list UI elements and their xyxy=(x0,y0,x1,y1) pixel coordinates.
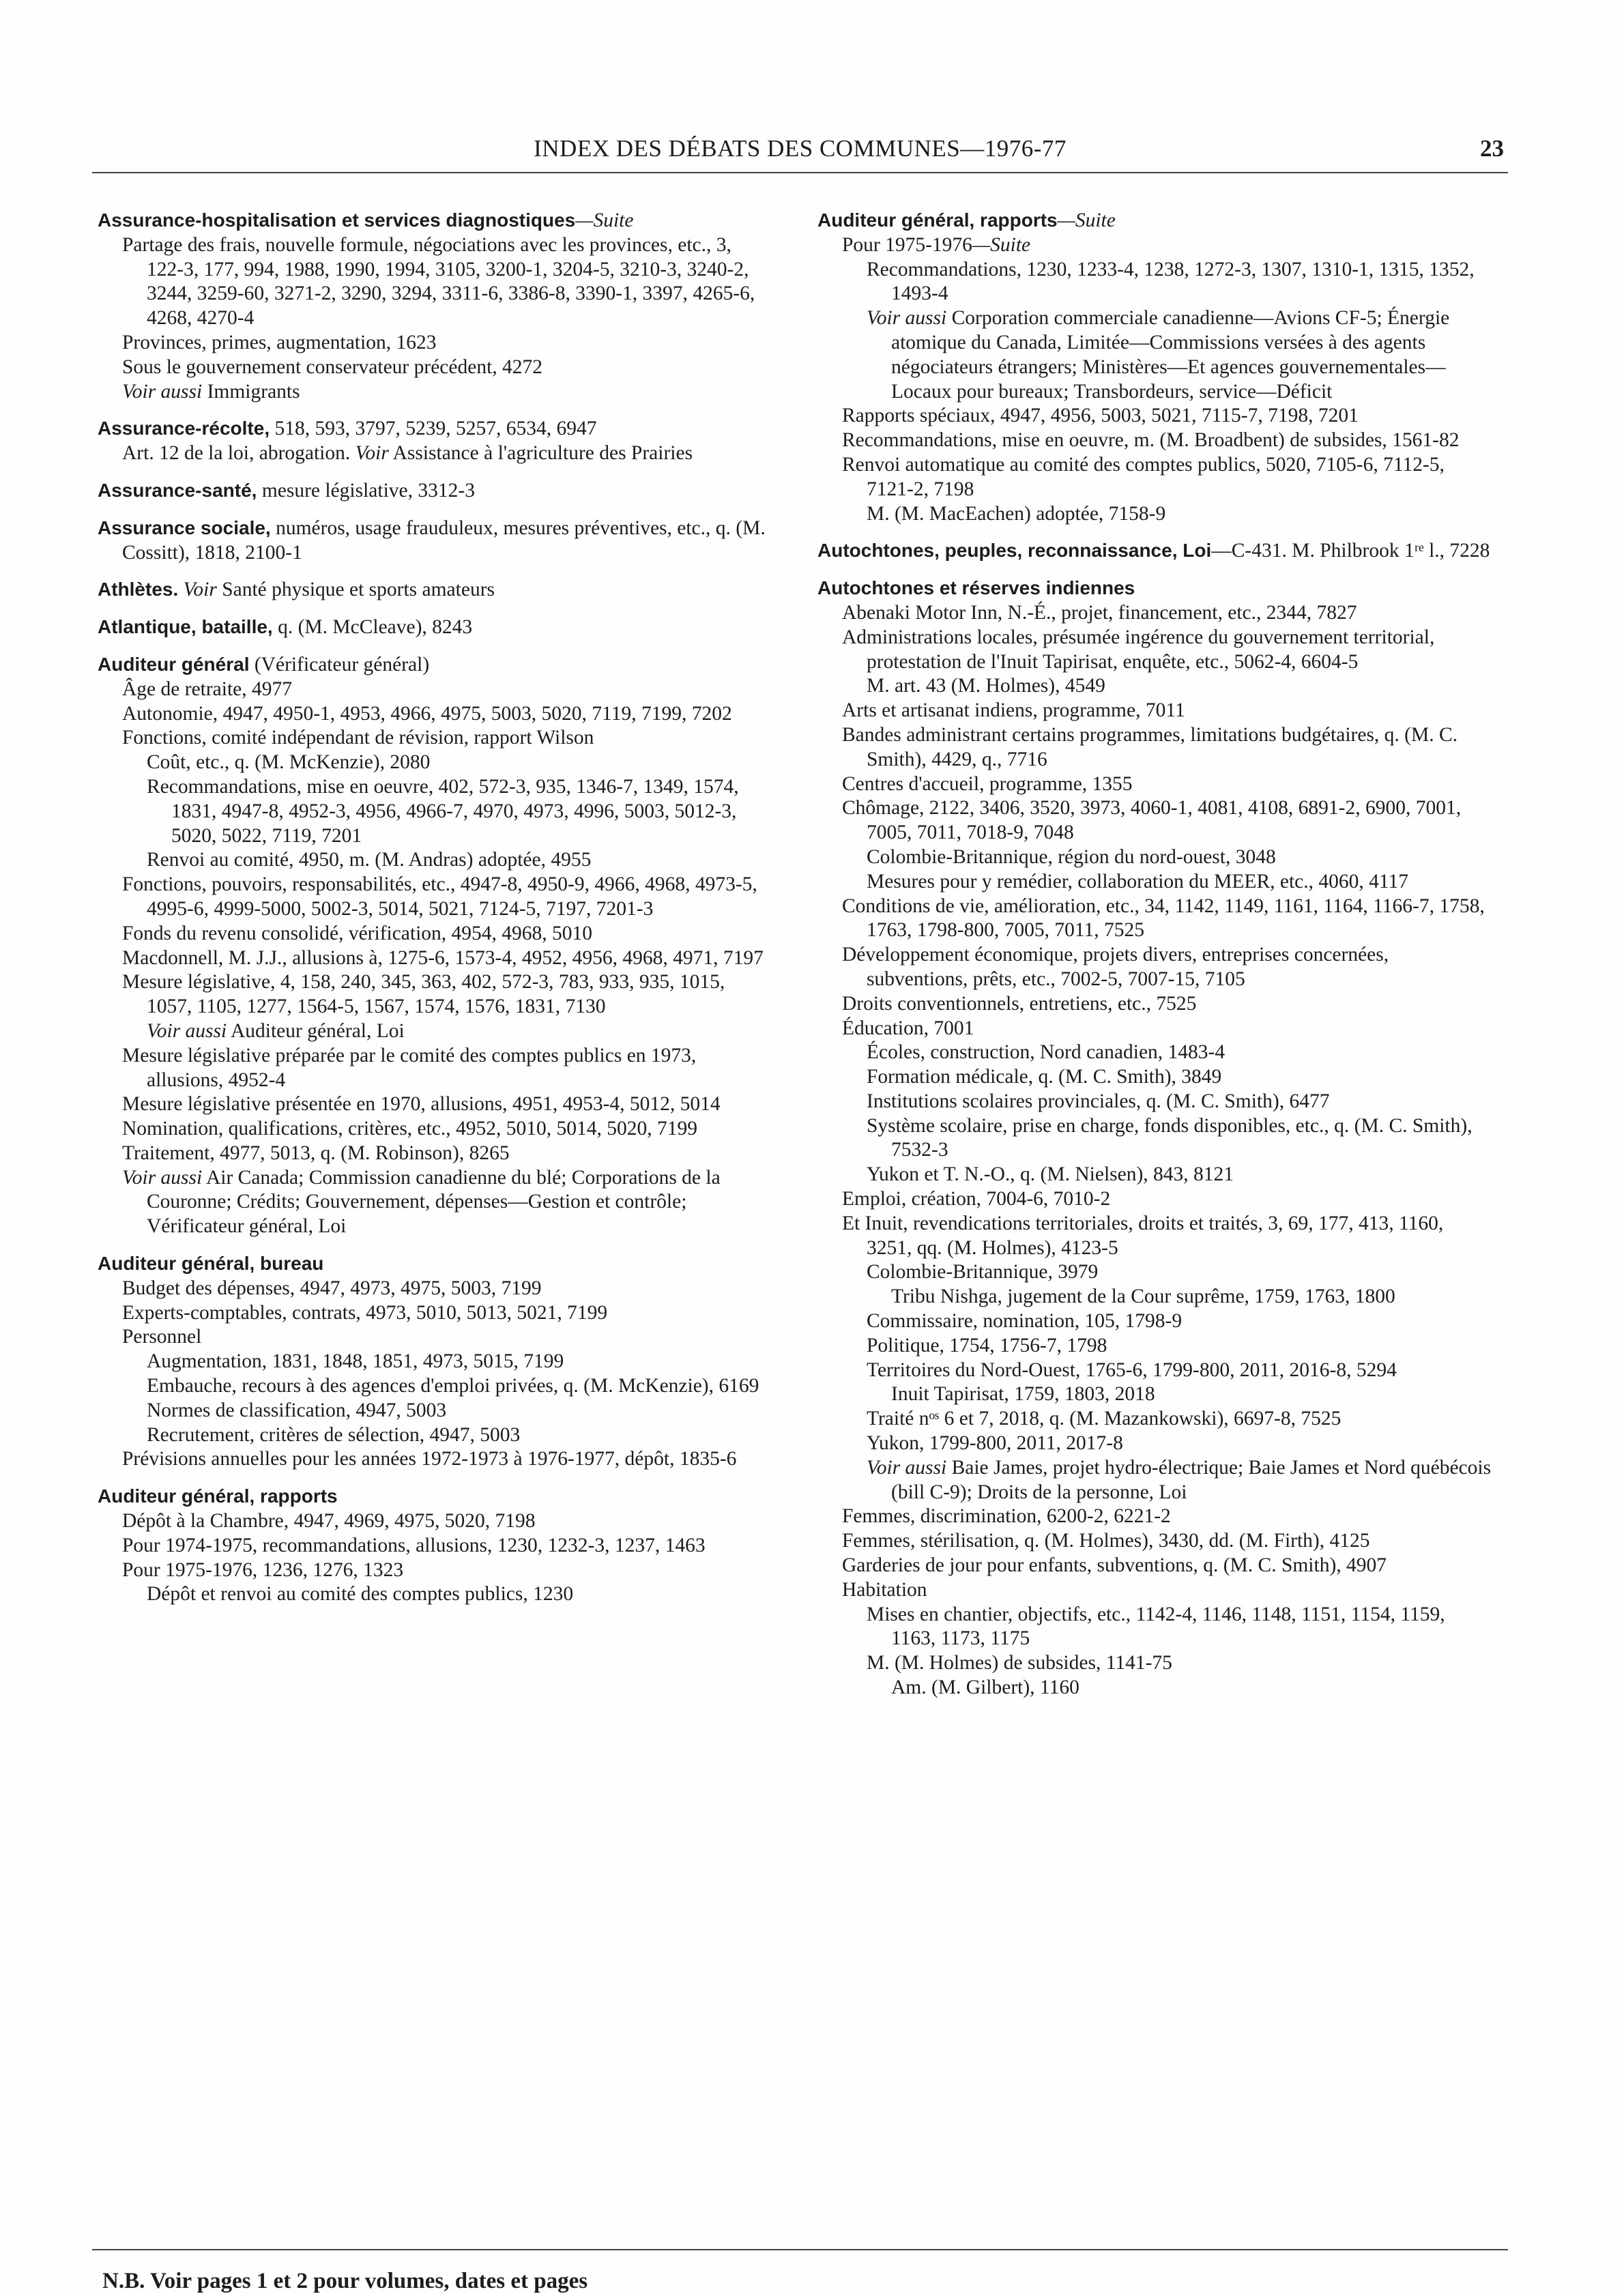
footer-rule xyxy=(92,2249,1508,2250)
entry-text: Nomination, qualifications, critères, etc., 4952, 5010, 5014, 5020, 7199 xyxy=(122,1118,698,1140)
entry-text: Colombie-Britannique, région du nord-ouest, 3048 xyxy=(867,845,1276,868)
entry-heading: Assurance-santé, xyxy=(98,479,257,501)
index-subentry xyxy=(122,441,773,466)
entry-heading: Auditeur général, rapports xyxy=(98,1485,338,1507)
entry-text: Corporation commerciale canadienne—Avions CF-5; Énergie atomique du Canada, Limitée—Commissions versées à des agents négociateurs étrangers; Ministères—Et agences gouvernementales—Locaux pour bureaux; Transbordeurs, service—Déficit xyxy=(891,307,1450,403)
entry-italic: Voir xyxy=(178,579,217,601)
index-subentry xyxy=(891,1676,1493,1700)
entry-text: Administrations locales, présumée ingérence du gouvernement territorial, protestation de l'Inuit Tapirisat, enquête, etc., 5062-4, 6604-5 xyxy=(842,626,1435,673)
entry-text: Colombie-Britannique, 3979 xyxy=(867,1261,1099,1283)
entry-heading: Auditeur général xyxy=(98,653,250,675)
entry-italic: Voir aussi xyxy=(867,1456,947,1479)
entry-text: Recommandations, 1230, 1233-4, 1238, 1272-3, 1307, 1310-1, 1315, 1352, 1493-4 xyxy=(867,258,1475,305)
entry-text: Emploi, création, 7004-6, 7010-2 xyxy=(842,1188,1111,1210)
entry-text: Pour 1975-1976, 1236, 1276, 1323 xyxy=(122,1558,404,1581)
entry-text: Yukon et T. N.-O., q. (M. Nielsen), 843, 8121 xyxy=(867,1163,1234,1186)
entry-heading: Autochtones, peuples, reconnaissance, Loi xyxy=(817,540,1212,562)
index-subentry xyxy=(842,1017,1493,1041)
page-title: INDEX DES DÉBATS DES COMMUNES—1976-77 xyxy=(534,135,1067,162)
entry-text: Femmes, discrimination, 6200-2, 6221-2 xyxy=(842,1505,1171,1528)
entry-text: Fonctions, pouvoirs, responsabilités, etc., 4947-8, 4950-9, 4966, 4968, 4973-5, 4995-6, 4999-5000, 5002-3, 5014, 5021, 7124-5, 7197, 7201-3 xyxy=(122,873,757,920)
index-subentry xyxy=(867,1260,1493,1285)
entry-text: 518, 593, 3797, 5239, 5257, 6534, 6947 xyxy=(270,418,597,440)
index-subentry xyxy=(867,870,1493,895)
entry-text: Recommandations, mise en oeuvre, 402, 572-3, 935, 1346-7, 1349, 1574, 1831, 4947-8, 4952-3, 4956, 4966-7, 4970, 4973, 4996, 5003, 5012-3, 5020, 5022, 7119, 7201 xyxy=(147,775,739,847)
index-subentry xyxy=(891,1382,1493,1407)
index-subentry xyxy=(867,1456,1493,1505)
entry-text: Centres d'accueil, programme, 1355 xyxy=(842,772,1133,795)
entry-text: Conditions de vie, amélioration, etc., 34, 1142, 1149, 1161, 1164, 1166-7, 1758, 1763, 1798-800, 7005, 7011, 7525 xyxy=(842,895,1485,942)
entry-text: Habitation xyxy=(842,1578,927,1601)
index-subentry xyxy=(842,601,1493,626)
entry-text: Mises en chantier, objectifs, etc., 1142-4, 1146, 1148, 1151, 1154, 1159, 1163, 1173, 1175 xyxy=(867,1603,1445,1650)
entry-text: Chômage, 2122, 3406, 3520, 3973, 4060-1, 4081, 4108, 6891-2, 6900, 7001, 7005, 7011, 7018-9, 7048 xyxy=(842,797,1462,844)
index-subentry xyxy=(147,1350,773,1374)
entry-text: Inuit Tapirisat, 1759, 1803, 2018 xyxy=(891,1383,1155,1406)
entry-text: Traitement, 4977, 5013, q. (M. Robinson), 8265 xyxy=(122,1142,510,1164)
index-subentry xyxy=(867,1114,1493,1163)
entry-text: Pour 1975-1976 xyxy=(842,233,972,256)
entry-text: Santé physique et sports amateurs xyxy=(216,579,495,601)
index-heading-entry xyxy=(98,416,773,441)
entry-text: Provinces, primes, augmentation, 1623 xyxy=(122,331,437,353)
entry-text: Commissaire, nomination, 105, 1798-9 xyxy=(867,1310,1183,1333)
entry-text: Éducation, 7001 xyxy=(842,1017,974,1039)
index-subentry xyxy=(122,1117,773,1142)
entry-text: Baie James, projet hydro-électrique; Baie James et Nord québécois (bill C-9); Droits de la personne, Loi xyxy=(891,1456,1492,1503)
index-subentry xyxy=(122,726,773,751)
entry-text: Experts-comptables, contrats, 4973, 5010, 5013, 5021, 7199 xyxy=(122,1301,608,1324)
entry-text: Et Inuit, revendications territoriales, droits et traités, 3, 69, 177, 413, 1160, 3251, qq. (M. Holmes), 4123-5 xyxy=(842,1212,1444,1259)
entry-text: Immigrants xyxy=(202,380,300,403)
index-subentry xyxy=(147,775,773,848)
index-subentry xyxy=(122,970,773,1019)
entry-heading: Auditeur général, bureau xyxy=(98,1253,324,1275)
entry-text: mesure législative, 3312-3 xyxy=(257,479,475,502)
index-subentry xyxy=(122,1277,773,1301)
index-subentry xyxy=(867,1163,1493,1187)
entry-text: Dépôt et renvoi au comité des comptes publics, 1230 xyxy=(147,1583,574,1606)
index-heading-entry xyxy=(98,1251,773,1277)
entry-text: Mesure législative préparée par le comité des comptes publics en 1973, allusions, 4952-4 xyxy=(122,1044,697,1091)
index-heading-entry xyxy=(98,208,773,233)
index-subentry xyxy=(122,1534,773,1558)
entry-text: numéros, usage frauduleux, mesures préventives, etc., q. (M. Cossitt), 1818, 2100-1 xyxy=(122,517,766,564)
entry-text: Air Canada; Commission canadienne du blé; Corporations de la Couronne; Crédits; Gouvernement, dépenses—Gestion et contrôle; Vérificateur général, Loi xyxy=(147,1166,721,1238)
index-subentry xyxy=(867,845,1493,870)
index-subentry xyxy=(122,1447,773,1472)
index-subentry xyxy=(867,502,1493,527)
index-subentry xyxy=(867,1603,1493,1652)
entry-text: Augmentation, 1831, 1848, 1851, 4973, 5015, 7199 xyxy=(147,1350,564,1373)
entry-text: M. art. 43 (M. Holmes), 4549 xyxy=(867,675,1105,697)
entry-text: Femmes, stérilisation, q. (M. Holmes), 3430, dd. (M. Firth), 4125 xyxy=(842,1530,1370,1552)
entry-text: Yukon, 1799-800, 2011, 2017-8 xyxy=(867,1432,1123,1455)
entry-text: Tribu Nishga, jugement de la Cour suprême, 1759, 1763, 1800 xyxy=(891,1286,1395,1308)
index-subentry xyxy=(842,796,1493,845)
index-subentry xyxy=(842,1529,1493,1554)
index-heading-entry xyxy=(98,1484,773,1509)
index-subentry xyxy=(147,1019,773,1044)
index-subentry xyxy=(842,429,1493,453)
entry-italic: Voir aussi xyxy=(147,1019,227,1042)
entry-text: Rapports spéciaux, 4947, 4956, 5003, 5021, 7115-7, 7198, 7201 xyxy=(842,405,1359,427)
entry-text: Traité nᵒˢ 6 et 7, 2018, q. (M. Mazankowski), 6697-8, 7525 xyxy=(867,1408,1342,1430)
entry-text: q. (M. McCleave), 8243 xyxy=(272,616,473,639)
index-subentry xyxy=(842,1212,1493,1261)
index-subentry xyxy=(122,946,773,971)
entry-text: Art. 12 de la loi, abrogation. xyxy=(122,442,356,465)
index-heading-entry xyxy=(817,538,1493,564)
entry-heading: Assurance-récolte, xyxy=(98,418,270,439)
index-subentry xyxy=(867,1359,1493,1383)
entry-text: Am. (M. Gilbert), 1160 xyxy=(891,1676,1079,1699)
index-heading-entry xyxy=(98,577,773,602)
index-subentry xyxy=(122,1092,773,1117)
entry-text: Politique, 1754, 1756-7, 1798 xyxy=(867,1334,1107,1356)
index-subentry xyxy=(867,674,1493,699)
index-subentry xyxy=(147,848,773,873)
index-subentry xyxy=(842,1578,1493,1603)
entry-text: Budget des dépenses, 4947, 4973, 4975, 5003, 7199 xyxy=(122,1277,542,1299)
entry-text: Droits conventionnels, entretiens, etc., 7525 xyxy=(842,992,1197,1015)
index-subentry xyxy=(842,943,1493,992)
entry-text: Recommandations, mise en oeuvre, m. (M. Broadbent) de subsides, 1561-82 xyxy=(842,429,1460,452)
entry-text: Développement économique, projets divers, entreprises concernées, subventions, prêts, etc., 7002-5, 7007-15, 7105 xyxy=(842,944,1389,990)
index-subentry xyxy=(122,1166,773,1239)
entry-text: Écoles, construction, Nord canadien, 1483-4 xyxy=(867,1041,1226,1064)
index-subentry xyxy=(867,1309,1493,1334)
page-number: 23 xyxy=(1480,135,1504,162)
entry-text: Renvoi automatique au comité des comptes publics, 5020, 7105-6, 7112-5, 7121-2, 7198 xyxy=(842,453,1445,500)
entry-text: Coût, etc., q. (M. McKenzie), 2080 xyxy=(147,751,431,774)
entry-text: Bandes administrant certains programmes, limitations budgétaires, q. (M. C. Smith), 4429, q., 7716 xyxy=(842,723,1458,770)
index-subentry xyxy=(842,699,1493,723)
entry-italic: Voir aussi xyxy=(122,1166,203,1189)
entry-text: Autonomie, 4947, 4950-1, 4953, 4966, 4975, 5003, 5020, 7119, 7199, 7202 xyxy=(122,702,732,725)
index-subentry xyxy=(122,1142,773,1166)
entry-text: Abenaki Motor Inn, N.-É., projet, financement, etc., 2344, 7827 xyxy=(842,601,1357,624)
entry-text: —C-431. M. Philbrook 1ʳᵉ l., 7228 xyxy=(1211,540,1490,562)
entry-text: M. (M. MacEachen) adoptée, 7158-9 xyxy=(867,502,1166,525)
index-subentry xyxy=(147,1399,773,1423)
index-subentry xyxy=(867,1432,1493,1456)
index-subentry xyxy=(122,380,773,405)
index-subentry xyxy=(147,1423,773,1448)
entry-italic: —Suite xyxy=(1057,209,1116,231)
index-heading-entry xyxy=(98,652,773,678)
index-heading-entry xyxy=(98,478,773,504)
entry-italic: —Suite xyxy=(575,209,634,231)
entry-text: Dépôt à la Chambre, 4947, 4969, 4975, 5020, 7198 xyxy=(122,1510,536,1533)
index-subentry xyxy=(867,1041,1493,1065)
index-heading-entry xyxy=(98,615,773,640)
index-subentry xyxy=(122,1301,773,1326)
entry-italic: Voir aussi xyxy=(867,307,947,330)
index-column-right xyxy=(817,208,1493,1700)
entry-text: Système scolaire, prise en charge, fonds disponibles, etc., q. (M. C. Smith), 7532-3 xyxy=(867,1114,1473,1161)
index-subentry xyxy=(867,1090,1493,1114)
entry-italic: Voir aussi xyxy=(122,380,203,403)
entry-text: Recrutement, critères de sélection, 4947, 5003 xyxy=(147,1423,521,1446)
index-subentry xyxy=(867,258,1493,307)
index-subentry xyxy=(122,702,773,727)
index-subentry xyxy=(867,1065,1493,1090)
index-subentry xyxy=(147,751,773,775)
entry-text: Macdonnell, M. J.J., allusions à, 1275-6, 1573-4, 4952, 4956, 4968, 4971, 7197 xyxy=(122,946,764,969)
index-subentry xyxy=(122,922,773,946)
entry-text: Fonds du revenu consolidé, vérification, 4954, 4968, 5010 xyxy=(122,922,593,944)
entry-text: Institutions scolaires provinciales, q. (M. C. Smith), 6477 xyxy=(867,1090,1330,1112)
index-subentry xyxy=(842,1505,1493,1529)
entry-text: M. (M. Holmes) de subsides, 1141-75 xyxy=(867,1652,1172,1674)
index-subentry xyxy=(122,233,773,331)
index-subentry xyxy=(842,992,1493,1017)
entry-text: Mesure législative, 4, 158, 240, 345, 363, 402, 572-3, 783, 933, 935, 1015, 1057, 1105, 1277, 1564-5, 1567, 1574, 1576, 1831, 7130 xyxy=(122,971,725,1018)
entry-text: Normes de classification, 4947, 5003 xyxy=(147,1399,447,1421)
index-subentry xyxy=(842,1187,1493,1212)
entry-text: Garderies de jour pour enfants, subventions, q. (M. C. Smith), 4907 xyxy=(842,1554,1387,1577)
index-subentry xyxy=(867,1651,1493,1676)
index-subentry xyxy=(842,233,1493,258)
index-heading-entry xyxy=(817,208,1493,233)
entry-text: Formation médicale, q. (M. C. Smith), 3849 xyxy=(867,1066,1222,1088)
entry-italic: Voir xyxy=(355,442,389,465)
index-subentry xyxy=(842,723,1493,772)
entry-text: Mesures pour y remédier, collaboration du MEER, etc., 4060, 4117 xyxy=(867,870,1409,892)
entry-text: (Vérificateur général) xyxy=(249,653,430,676)
index-subentry xyxy=(147,1582,773,1607)
entry-text: Prévisions annuelles pour les années 1972-1973 à 1976-1977, dépôt, 1835-6 xyxy=(122,1448,737,1470)
entry-text: Renvoi au comité, 4950, m. (M. Andras) adoptée, 4955 xyxy=(147,849,592,871)
index-subentry xyxy=(867,306,1493,404)
entry-heading: Auditeur général, rapports xyxy=(817,209,1058,231)
index-subentry xyxy=(122,678,773,702)
index-subentry xyxy=(891,1285,1493,1309)
footer-note: N.B. Voir pages 1 et 2 pour volumes, dates et pages xyxy=(102,2269,588,2293)
entry-text: Mesure législative présentée en 1970, allusions, 4951, 4953-4, 5012, 5014 xyxy=(122,1093,721,1116)
index-subentry xyxy=(867,1407,1493,1432)
index-subentry xyxy=(842,453,1493,502)
index-subentry xyxy=(122,331,773,355)
entry-heading: Assurance-hospitalisation et services diagnostiques xyxy=(98,209,576,231)
index-subentry xyxy=(867,1334,1493,1359)
entry-text: Âge de retraite, 4977 xyxy=(122,678,293,700)
entry-italic: —Suite xyxy=(972,233,1031,256)
index-subentry xyxy=(842,895,1493,944)
entry-text: Partage des frais, nouvelle formule, négociations avec les provinces, etc., 3, 122-3, 177, 994, 1988, 1990, 1994, 3105, 3200-1, 3204-5, 3210-3, 3240-2, 3244, 3259-60, 3271-2, 3290, 3294, 3311-6, 3386-8, 3390-1, 3397, 4265-6, 4268, 4270-4 xyxy=(122,233,755,330)
page-header xyxy=(92,135,1508,166)
index-heading-entry xyxy=(98,516,773,566)
entry-text: Fonctions, comité indépendant de révision, rapport Wilson xyxy=(122,727,594,749)
index-subentry xyxy=(842,626,1493,675)
entry-text: Pour 1974-1975, recommandations, allusions, 1230, 1232-3, 1237, 1463 xyxy=(122,1534,706,1556)
entry-text: Assistance à l'agriculture des Prairies xyxy=(388,442,693,465)
index-subentry xyxy=(147,1374,773,1399)
entry-text: Auditeur général, Loi xyxy=(227,1019,405,1042)
index-subentry xyxy=(122,1044,773,1093)
entry-heading: Atlantique, bataille, xyxy=(98,616,273,638)
index-subentry xyxy=(122,355,773,380)
entry-text: Arts et artisanat indiens, programme, 7011 xyxy=(842,699,1185,722)
index-column-left xyxy=(98,208,773,1607)
index-subentry xyxy=(122,1509,773,1534)
entry-text: Territoires du Nord-Ouest, 1765-6, 1799-800, 2011, 2016-8, 5294 xyxy=(867,1359,1397,1381)
header-rule xyxy=(92,172,1508,173)
entry-text: Sous le gouvernement conservateur précédent, 4272 xyxy=(122,355,543,378)
index-subentry xyxy=(122,1558,773,1583)
entry-heading: Autochtones et réserves indiennes xyxy=(817,577,1135,599)
entry-text: Embauche, recours à des agences d'emploi privées, q. (M. McKenzie), 6169 xyxy=(147,1375,759,1397)
index-subentry xyxy=(842,772,1493,797)
entry-heading: Athlètes. xyxy=(98,579,179,600)
index-subentry xyxy=(842,1554,1493,1578)
entry-text: Personnel xyxy=(122,1326,202,1348)
entry-heading: Assurance sociale, xyxy=(98,517,271,538)
index-subentry xyxy=(122,1325,773,1350)
index-subentry xyxy=(842,404,1493,429)
index-heading-entry xyxy=(817,576,1493,601)
index-subentry xyxy=(122,873,773,922)
